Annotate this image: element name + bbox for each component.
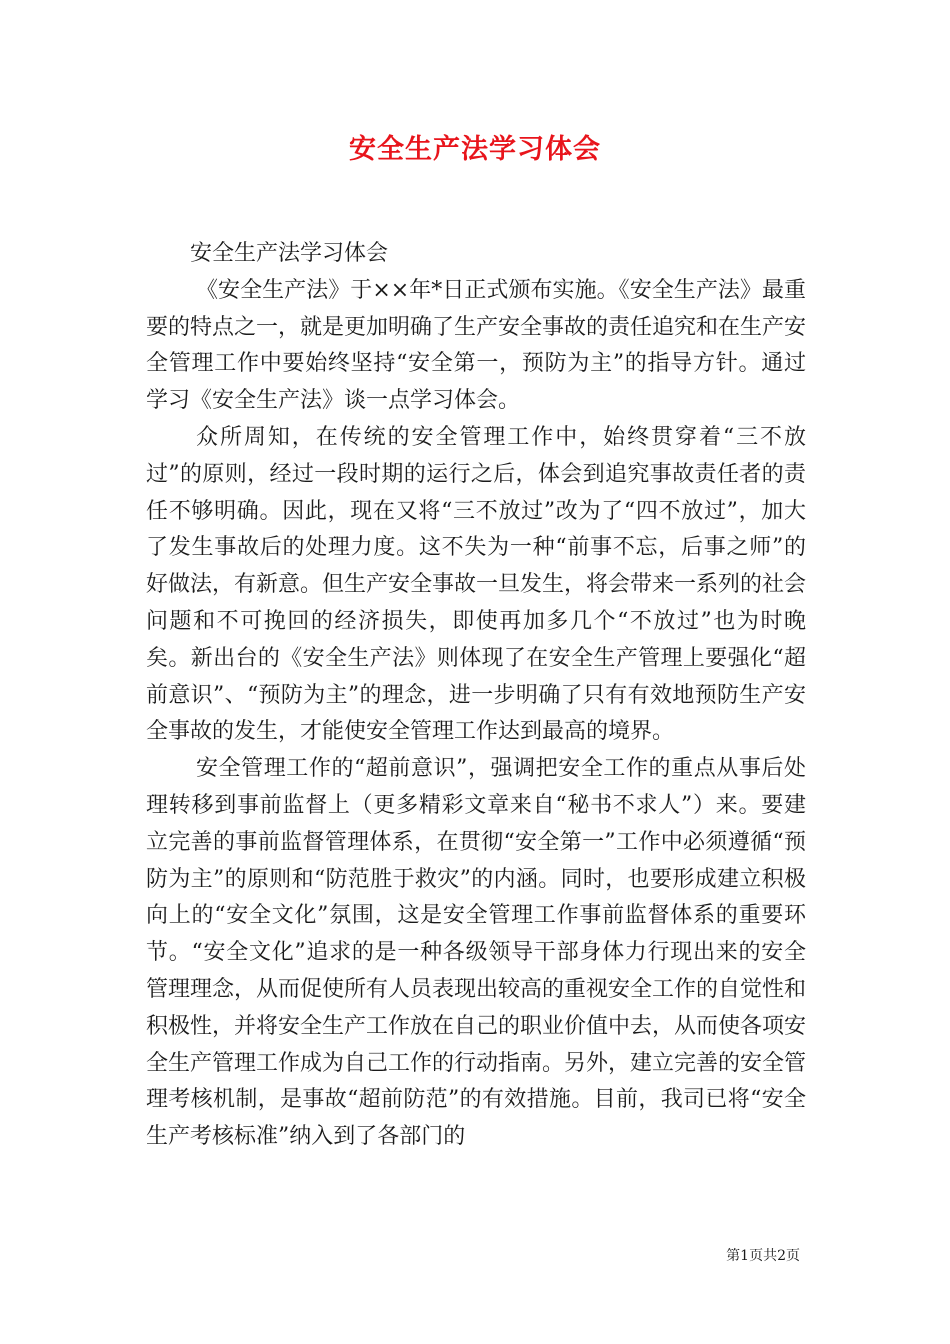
document-subtitle: 安全生产法学习体会 [190,241,389,266]
document-body [146,236,806,1156]
paragraph-3: 安全管理工作的“超前意识”，强调把安全工作的重点从事后处理转移到事前监督上（更多精彩文章来自“秘书不求人”）来。要建立完善的事前监督管理体系，在贯彻“安全第一”工作中必须遵循“预防为主”的原则和“防范胜于救灾”的内涵。同时，也要形成建立积极向上的“安全文化”氛围，这是安全管理工作事前监督体系的重要环节。“安全文化”追求的是一种各级领导干部身体力行现出来的安全管理理念，从而促使所有人员表现出较高的重视安全工作的自觉性和积极性，并将安全生产工作放在自己的职业价值中去，从而使各项安全生产管理工作成为自己工作的行动指南。另外，建立完善的安全管理考核机制，是事故“超前防范”的有效措施。目前，我司已将“安全生产考核标准”纳入到了各部门的 [146,756,807,1150]
page-number: 第1页共2页 [726,1248,800,1264]
paragraph-2: 众所周知，在传统的安全管理工作中，始终贯穿着“三不放过”的原则，经过一段时期的运行之后，体会到追究事故责任者的责任不够明确。因此，现在又将“三不放过”改为了“四不放过”，加大了发生事故后的处理力度。这不失为一种“前事不忘，后事之师”的好做法，有新意。但生产安全事故一旦发生，将会带来一系列的社会问题和不可挽回的经济损失，即使再加多几个“不放过”也为时晚矣。新出台的《安全生产法》则体现了在安全生产管理上要强化“超前意识”、“预防为主”的理念，进一步明确了只有有效地预防生产安全事故的发生，才能使安全管理工作达到最高的境界。 [146,424,807,745]
paragraph-1: 《安全生产法》于××年*日正式颁布实施。《安全生产法》最重要的特点之一，就是更加明确了生产安全事故的责任追究和在生产安全管理工作中要始终坚持“安全第一，预防为主”的指导方针。通过学习《安全生产法》谈一点学习体会。 [146,277,807,414]
page-title: 安全生产法学习体会 [349,134,601,165]
